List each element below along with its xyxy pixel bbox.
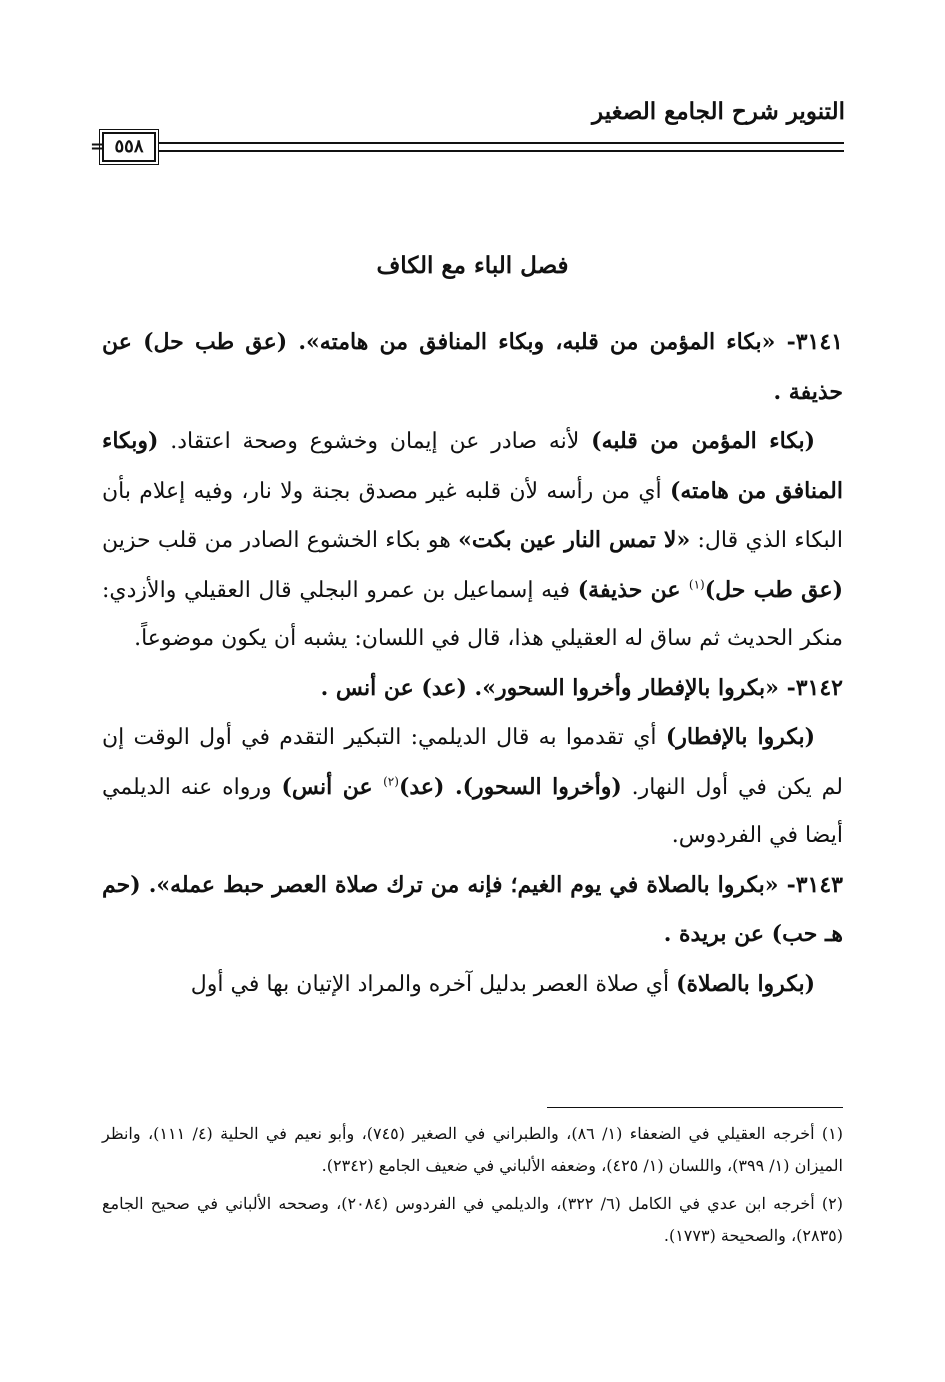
hadith-3143 <box>102 861 843 960</box>
hadith-text: «بكروا بالصلاة في يوم الغيم؛ فإنه من ترك صلاة العصر حبط عمله». (حم هـ حب) عن بريدة <box>102 871 843 947</box>
commentary-text: أي تقدموا به قال الديلمي: التبكير التقدم في أول الوقت إن لم يكن في أول النهار. <box>102 725 843 800</box>
header-double-rule <box>158 142 844 152</box>
body-text <box>102 318 843 1009</box>
quoted-phrase: (بكروا بالصلاة) <box>676 970 815 997</box>
footnote-ref: (١) <box>688 577 705 592</box>
page-box-mark: = <box>90 136 106 157</box>
commentary-3141 <box>102 417 843 664</box>
footnotes <box>102 1118 843 1258</box>
commentary-text: ورواه عنه الديلمي أيضا في الفردوس. <box>102 774 843 848</box>
hadith-source: . <box>663 921 680 947</box>
footnote-ref: (٢) <box>383 774 399 789</box>
hadith-text: «بكاء المؤمن من قلبه، وبكاء المنافق من هامته». (عق طب حل) <box>143 329 776 355</box>
running-title: التنوير شرح الجامع الصغير <box>592 98 845 125</box>
hadith-number: ٣١٤٣- <box>778 871 843 898</box>
commentary-3142 <box>102 713 843 861</box>
footnote-2: (٢) أخرجه ابن عدي في الكامل (٦/ ٣٢٢)، والديلمي في الفردوس (٢٠٨٤)، وصححه الألباني في صحيح الجامع (٢٨٣٥)، والصحيحة (١٧٧٣). <box>102 1194 844 1245</box>
quoted-phrase: (وبكاء المنافق من هامته) <box>102 428 843 504</box>
quoted-phrase: (وأخروا السحور). (عد) <box>398 773 622 800</box>
footnote-1: (١) أخرجه العقيلي في الضعفاء (١/ ٨٦)، والطبراني في الصغير (٧٤٥)، وأبو نعيم في الحلية (٤/ ١١١)، وانظر الميزان (١/ ٣٩٩)، واللسان (١/ ٤٢٥)، وضعفه الألباني في ضعيف الجامع (٢٣٤٢). <box>102 1124 844 1175</box>
quoted-phrase: عن حذيفة) <box>577 576 689 603</box>
page-number: ٥٥٨ <box>102 132 156 162</box>
commentary-text: أي من رأسه لأن قلبه غير مصدق بجنة ولا نار، وفيه إعلام بأن البكاء الذي قال: <box>102 478 843 553</box>
chapter-title: فصل الباء مع الكاف <box>376 252 569 279</box>
footnote-separator <box>547 1107 843 1108</box>
commentary-text: لأنه صادر عن إيمان وخشوع وصحة اعتقاد. <box>158 429 592 454</box>
quoted-phrase: (بكروا بالإفطار) <box>665 724 816 750</box>
quoted-phrase: «لا تمس النار عين بكت» <box>458 527 691 553</box>
hadith-source: عن حذيفة . <box>102 329 843 405</box>
hadith-text: «بكروا بالإفطار وأخروا السحور». (عد) عن أنس <box>335 674 779 701</box>
hadith-3142 <box>102 664 843 714</box>
commentary-text: هو بكاء الخشوع الصادر من قلب حزين <box>102 528 459 553</box>
hadith-number: ٣١٤٢- <box>778 674 843 701</box>
hadith-3141 <box>102 318 843 417</box>
quoted-phrase: (عق طب حل) <box>704 576 844 603</box>
hadith-source: . <box>320 674 336 701</box>
commentary-text: أي صلاة العصر بدليل آخره والمراد الإتيان بها في أول <box>190 971 677 997</box>
hadith-number: ٣١٤١- <box>775 329 843 355</box>
quoted-phrase: (بكاء المؤمن من قلبه) <box>591 428 815 454</box>
commentary-3143 <box>102 960 843 1010</box>
commentary-text: فيه إسماعيل بن عمرو البجلي قال العقيلي والأزدي: منكر الحديث ثم ساق له العقيلي هذا، قال في اللسان: يشبه أن يكون موضوعاً. <box>102 577 843 651</box>
quoted-phrase: عن أنس) <box>281 773 384 800</box>
